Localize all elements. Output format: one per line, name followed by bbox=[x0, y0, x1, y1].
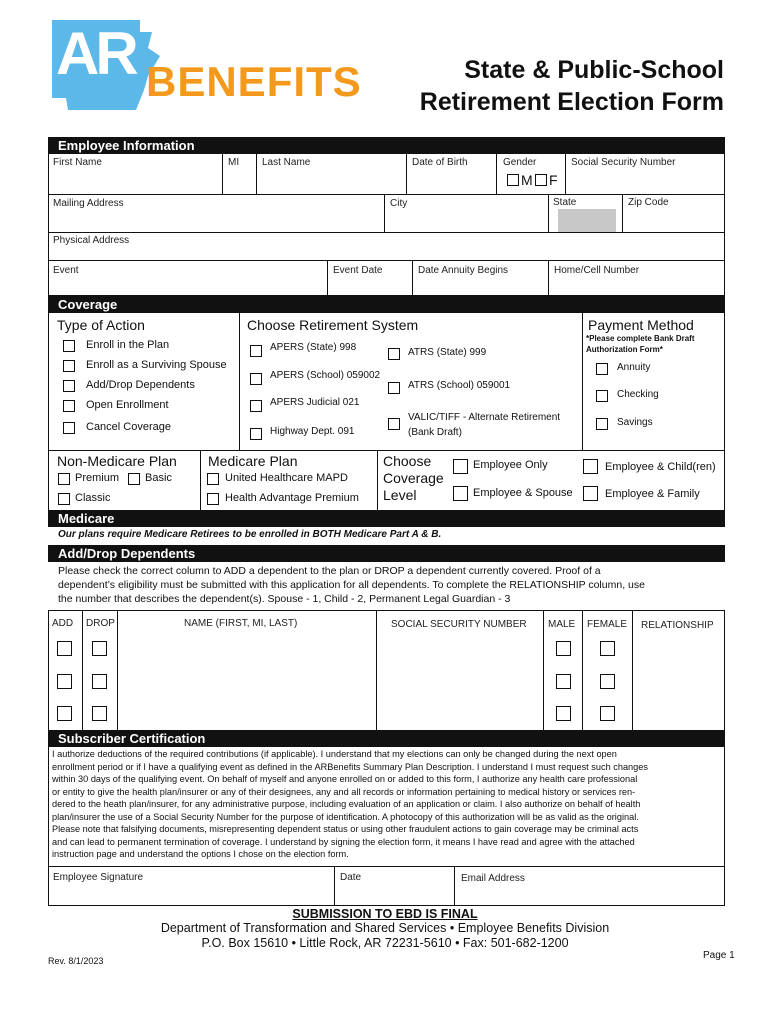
zip-label: Zip Code bbox=[628, 197, 669, 208]
submission-final-notice: SUBMISSION TO EBD IS FINAL bbox=[292, 907, 478, 921]
level-employee-spouse-label: Employee & Spouse bbox=[473, 487, 573, 499]
city-field[interactable] bbox=[384, 210, 548, 232]
level-employee-family-checkbox[interactable] bbox=[583, 486, 598, 501]
first-name-field[interactable] bbox=[48, 170, 222, 194]
row2-name-field[interactable] bbox=[118, 668, 376, 696]
dob-label: Date of Birth bbox=[412, 157, 468, 168]
col-add: ADD bbox=[52, 618, 74, 629]
certification-text bbox=[52, 748, 648, 861]
coverage-level-heading bbox=[383, 453, 444, 504]
logo-benefits-text: BENEFITS bbox=[146, 58, 362, 105]
col-drop: DROP bbox=[86, 618, 115, 629]
atrs-school-label: ATRS (School) 059001 bbox=[408, 380, 511, 391]
medicare-header: Medicare bbox=[48, 510, 725, 527]
apers-state-label: APERS (State) 998 bbox=[270, 342, 357, 353]
row2-male-checkbox[interactable] bbox=[556, 674, 571, 689]
mailing-address-field[interactable] bbox=[48, 210, 384, 232]
event-date-field[interactable] bbox=[327, 277, 412, 295]
payment-note-line2: Authorization Form* bbox=[586, 345, 663, 354]
ssn-field[interactable] bbox=[565, 170, 724, 194]
city-label: City bbox=[390, 198, 408, 209]
type-of-action-heading: Type of Action bbox=[57, 317, 145, 333]
retirement-system-heading: Choose Retirement System bbox=[247, 317, 419, 333]
atrs-state-label: ATRS (State) 999 bbox=[408, 347, 487, 358]
row2-female-checkbox[interactable] bbox=[600, 674, 615, 689]
row3-male-checkbox[interactable] bbox=[556, 706, 571, 721]
dob-field[interactable] bbox=[406, 170, 496, 194]
row1-name-field[interactable] bbox=[118, 636, 376, 664]
basic-checkbox[interactable] bbox=[128, 473, 140, 485]
payment-savings-label: Savings bbox=[617, 417, 653, 428]
payment-checking-label: Checking bbox=[617, 389, 659, 400]
level-employee-children-checkbox[interactable] bbox=[583, 459, 598, 474]
gender-m-label: M bbox=[521, 172, 533, 188]
health-advantage-checkbox[interactable] bbox=[207, 493, 219, 505]
row1-drop-checkbox[interactable] bbox=[92, 641, 107, 656]
dependents-instructions-line3: the number that describes the dependent(s). Spouse - 1, Child - 2, Permanent Legal Guardian - 3 bbox=[58, 593, 511, 605]
col-name: NAME (FIRST, MI, LAST) bbox=[184, 618, 298, 629]
payment-savings-checkbox[interactable] bbox=[596, 418, 608, 430]
zip-field[interactable] bbox=[622, 209, 724, 232]
annuity-date-label: Date Annuity Begins bbox=[418, 265, 509, 276]
subscriber-certification-header: Subscriber Certification bbox=[48, 730, 725, 747]
valic-tiff-checkbox[interactable] bbox=[388, 418, 400, 430]
form-title-line2: Retirement Election Form bbox=[419, 88, 724, 116]
employee-signature-label: Employee Signature bbox=[53, 872, 144, 883]
row3-name-field[interactable] bbox=[118, 700, 376, 728]
revision-date: Rev. 8/1/2023 bbox=[48, 956, 104, 966]
row3-add-checkbox[interactable] bbox=[57, 706, 72, 721]
col-male: MALE bbox=[548, 619, 576, 630]
action-open-enrollment-checkbox[interactable] bbox=[63, 400, 75, 412]
atrs-school-checkbox[interactable] bbox=[388, 382, 400, 394]
action-open-enrollment-label: Open Enrollment bbox=[86, 399, 169, 411]
col-ssn: SOCIAL SECURITY NUMBER bbox=[391, 619, 527, 630]
add-drop-dependents-header: Add/Drop Dependents bbox=[48, 545, 725, 562]
level-employee-only-label: Employee Only bbox=[473, 459, 548, 471]
coverage-level-heading-line1: Choose bbox=[383, 453, 432, 469]
row2-add-checkbox[interactable] bbox=[57, 674, 72, 689]
action-surviving-spouse-checkbox[interactable] bbox=[63, 360, 75, 372]
employee-information-header: Employee Information bbox=[48, 137, 725, 154]
row2-drop-checkbox[interactable] bbox=[92, 674, 107, 689]
bank-draft-label: (Bank Draft) bbox=[408, 427, 462, 438]
medicare-note: Our plans require Medicare Retirees to be enrolled in BOTH Medicare Part A & B. bbox=[58, 529, 442, 540]
action-enroll-checkbox[interactable] bbox=[63, 340, 75, 352]
level-employee-family-label: Employee & Family bbox=[605, 488, 700, 500]
level-employee-children-label: Employee & Child(ren) bbox=[605, 461, 716, 473]
row1-male-checkbox[interactable] bbox=[556, 641, 571, 656]
apers-school-label: APERS (School) 059002 bbox=[270, 370, 381, 381]
ssn-label: Social Security Number bbox=[571, 157, 676, 168]
phone-label: Home/Cell Number bbox=[554, 265, 640, 276]
certification-line: enrollment period or if I have a qualifying event as defined in the ARBenefits Summary Plan Description. I understand I must request such changes bbox=[52, 761, 648, 772]
highway-dept-checkbox[interactable] bbox=[250, 428, 262, 440]
employee-signature-field[interactable] bbox=[48, 884, 334, 905]
col-female: FEMALE bbox=[587, 619, 628, 630]
certification-line: Please note that falsifying documents, misrepresenting dependent status or using other fraudulent actions to gain coverage may be criminal acts bbox=[52, 824, 639, 834]
last-name-field[interactable] bbox=[256, 170, 406, 194]
signature-date-field[interactable] bbox=[335, 884, 454, 905]
action-surviving-spouse-label: Enroll as a Surviving Spouse bbox=[86, 359, 227, 371]
phone-field[interactable] bbox=[548, 277, 724, 295]
health-advantage-label: Health Advantage Premium bbox=[225, 492, 359, 504]
level-employee-only-checkbox[interactable] bbox=[453, 459, 468, 474]
signature-date-label: Date bbox=[340, 872, 362, 883]
certification-line: and can lead to permanent termination of coverage. I understand by signing the election form, it means I have read and agree with the attached bbox=[52, 836, 635, 847]
row2-ssn-field[interactable] bbox=[377, 668, 543, 696]
row1-female-checkbox[interactable] bbox=[600, 641, 615, 656]
col-relationship: RELATIONSHIP bbox=[641, 620, 714, 631]
footer-address: P.O. Box 15610 • Little Rock, AR 72231-5610 • Fax: 501-682-1200 bbox=[201, 936, 569, 950]
row1-relationship-field[interactable] bbox=[633, 636, 724, 664]
action-enroll-label: Enroll in the Plan bbox=[86, 339, 170, 351]
row1-add-checkbox[interactable] bbox=[57, 641, 72, 656]
apers-judicial-label: APERS Judicial 021 bbox=[270, 397, 360, 408]
mi-label: MI bbox=[228, 157, 240, 168]
certification-line: within 30 days of the qualifying event. On behalf of myself and anyone enrolled on or added to this form, I authorize any health care professional bbox=[52, 774, 638, 784]
coverage-level-heading-line3: Level bbox=[383, 487, 417, 503]
email-address-field[interactable] bbox=[455, 884, 724, 905]
row1-ssn-field[interactable] bbox=[377, 636, 543, 664]
gender-f-label: F bbox=[549, 172, 558, 188]
premium-label: Premium bbox=[75, 472, 120, 484]
state-field[interactable] bbox=[558, 209, 616, 232]
annuity-date-field[interactable] bbox=[412, 277, 548, 295]
row3-female-checkbox[interactable] bbox=[600, 706, 615, 721]
form-title-line1: State & Public-School bbox=[464, 56, 724, 84]
atrs-state-checkbox[interactable] bbox=[388, 348, 400, 360]
page-number: Page 1 bbox=[703, 950, 735, 961]
physical-address-label: Physical Address bbox=[53, 235, 130, 246]
gender-f-checkbox[interactable] bbox=[535, 174, 547, 186]
email-address-label: Email Address bbox=[461, 873, 525, 884]
uhc-mapd-checkbox[interactable] bbox=[207, 473, 219, 485]
payment-checking-checkbox[interactable] bbox=[596, 390, 608, 402]
apers-school-checkbox[interactable] bbox=[250, 373, 262, 385]
payment-note-line1: *Please complete Bank Draft bbox=[586, 334, 695, 343]
highway-dept-label: Highway Dept. 091 bbox=[270, 426, 355, 437]
payment-annuity-label: Annuity bbox=[617, 362, 651, 373]
gender-label: Gender bbox=[503, 157, 537, 168]
certification-line: instruction page and understand the options I chose on the election form. bbox=[52, 849, 349, 859]
action-cancel-checkbox[interactable] bbox=[63, 422, 75, 434]
premium-checkbox[interactable] bbox=[58, 473, 70, 485]
mailing-address-label: Mailing Address bbox=[53, 198, 124, 209]
certification-line: dered to the heath plan/insurer, for any administrative purpose, including evaluation of an application or claim. I also authorize on behalf of health bbox=[52, 799, 641, 809]
row3-ssn-field[interactable] bbox=[377, 700, 543, 728]
action-add-drop-checkbox[interactable] bbox=[63, 380, 75, 392]
row3-relationship-field[interactable] bbox=[633, 700, 724, 728]
dependents-instructions-line1: Please check the correct column to ADD a dependent to the plan or DROP a dependent currently covered. Proof of a bbox=[58, 565, 601, 577]
coverage-level-heading-line2: Coverage bbox=[383, 470, 444, 486]
logo-ar-text: AR bbox=[56, 20, 135, 87]
medicare-plan-heading: Medicare Plan bbox=[208, 453, 298, 469]
uhc-mapd-label: United Healthcare MAPD bbox=[225, 472, 348, 484]
payment-annuity-checkbox[interactable] bbox=[596, 363, 608, 375]
gender-m-checkbox[interactable] bbox=[507, 174, 519, 186]
classic-label: Classic bbox=[75, 492, 111, 504]
certification-line: or entity to give the health plan/insurer or any of their designees, any and all records or information pertaining to medical history or services ren- bbox=[52, 786, 636, 797]
event-date-label: Event Date bbox=[333, 265, 383, 276]
dependents-instructions-line2: dependent’s eligibility must be submitted with this application for all dependents. To complete the RELATIONSHIP column, use bbox=[58, 579, 645, 591]
basic-label: Basic bbox=[145, 472, 172, 484]
coverage-header: Coverage bbox=[48, 296, 725, 313]
event-label: Event bbox=[53, 265, 79, 276]
certification-line: plan/insurer the use of a Social Security Number for the purpose of identification. A photocopy of this authorization will be as valid as the original. bbox=[52, 811, 639, 822]
valic-tiff-label: VALIC/TIFF - Alternate Retirement bbox=[408, 412, 561, 423]
row2-relationship-field[interactable] bbox=[633, 668, 724, 696]
classic-checkbox[interactable] bbox=[58, 493, 70, 505]
dependents-instructions bbox=[58, 564, 728, 606]
apers-state-checkbox[interactable] bbox=[250, 345, 262, 357]
last-name-label: Last Name bbox=[262, 157, 311, 168]
action-cancel-label: Cancel Coverage bbox=[86, 421, 171, 433]
payment-method-heading: Payment Method bbox=[588, 317, 694, 333]
apers-judicial-checkbox[interactable] bbox=[250, 400, 262, 412]
level-employee-spouse-checkbox[interactable] bbox=[453, 486, 468, 501]
physical-address-field[interactable] bbox=[48, 246, 725, 260]
event-field[interactable] bbox=[48, 277, 327, 295]
first-name-label: First Name bbox=[53, 157, 102, 168]
action-add-drop-label: Add/Drop Dependents bbox=[86, 379, 195, 391]
mi-field[interactable] bbox=[222, 170, 256, 194]
state-label: State bbox=[553, 197, 577, 208]
non-medicare-plan-heading: Non-Medicare Plan bbox=[57, 453, 177, 469]
footer-department: Department of Transformation and Shared Services • Employee Benefits Division bbox=[160, 921, 610, 935]
row3-drop-checkbox[interactable] bbox=[92, 706, 107, 721]
certification-line: I authorize deductions of the required contributions (if applicable). I understand that my elections can only be changed during the next open bbox=[52, 749, 617, 759]
